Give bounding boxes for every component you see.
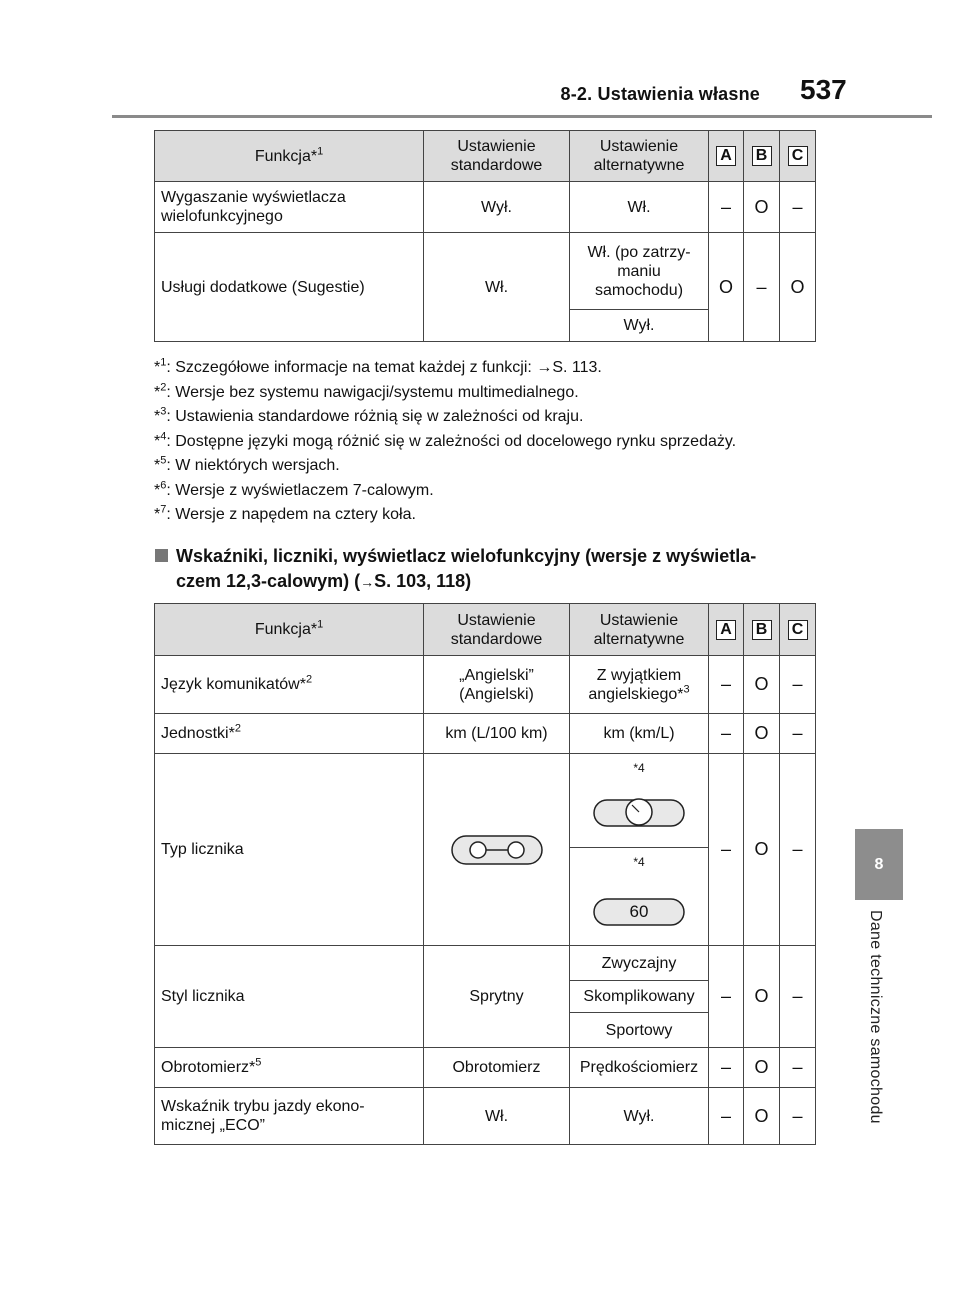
table-header-row (155, 131, 816, 182)
table-row (155, 1088, 816, 1145)
standard-cell: Wył. (424, 182, 570, 233)
footnote: *$^4$: Dostępne języki mogą różnić się w zależności od docelowego rynku sprzedaży. (154, 430, 737, 450)
standard-cell: Wł. (424, 233, 570, 342)
settings-table-2 (154, 603, 816, 1145)
settings-table-1 (154, 130, 816, 342)
function-cell: Typ licznika (155, 754, 424, 946)
footnote: *$^7$: Wersje z napędem na cztery koła. (154, 503, 416, 523)
a-cell: – (709, 1048, 744, 1088)
table-row (155, 754, 816, 848)
alternative-cell: Wył. (570, 1088, 709, 1145)
a-cell: O (709, 233, 744, 342)
c-cell: – (780, 1048, 816, 1088)
a-cell: – (709, 946, 744, 1048)
standard-cell: Sprytny (424, 946, 570, 1048)
alternative-cell: Wł. (po zatrzy- maniu samochodu) (570, 233, 709, 310)
function-cell: Wskaźnik trybu jazdy ekono- micznej „ECO” (155, 1088, 424, 1145)
alternative-cell: Wł. (570, 182, 709, 233)
a-cell: – (709, 1088, 744, 1145)
alternative-cell: Zwyczajny (570, 946, 709, 981)
function-cell: Usługi dodatkowe (Sugestie) (155, 233, 424, 342)
function-cell: Obrotomierz*$^5$ (155, 1048, 424, 1088)
table-row (155, 656, 816, 714)
alternative-cell: km (km/L) (570, 714, 709, 754)
standard-cell: „Angielski” (Angielski) (424, 656, 570, 714)
table-row (155, 714, 816, 754)
a-cell: – (709, 182, 744, 233)
standard-cell (424, 754, 570, 946)
c-cell: – (780, 1088, 816, 1145)
section-heading: Wskaźniki, liczniki, wyświetlacz wielofunkcyjny (wersje z wyświetla- czem 12,3-calowym) (→S. 103, 118) (155, 544, 855, 595)
table-row (155, 233, 816, 310)
function-cell: Język komunikatów*$^2$ (155, 656, 424, 714)
header-a: A (709, 604, 744, 656)
function-cell: Jednostki*$^2$ (155, 714, 424, 754)
a-cell: – (709, 656, 744, 714)
b-cell: – (744, 233, 780, 342)
digital-speed-readout: 60 (629, 902, 649, 921)
c-cell: O (780, 233, 816, 342)
alternative-cell: Z wyjątkiem angielskiego*$^3$ (570, 656, 709, 714)
b-cell: O (744, 1088, 780, 1145)
alternative-cell: Skomplikowany (570, 981, 709, 1013)
c-cell: – (780, 754, 816, 946)
b-cell: O (744, 946, 780, 1048)
a-cell: – (709, 754, 744, 946)
a-cell: – (709, 714, 744, 754)
footnote: *$^3$: Ustawienia standardowe różnią się w zależności od kraju. (154, 405, 584, 425)
header-b: B (744, 131, 780, 182)
alternative-cell: Sportowy (570, 1013, 709, 1048)
header-standard: Ustawienie standardowe (424, 131, 570, 182)
alternative-cell: Wył. (570, 310, 709, 342)
chapter-tab: 8 (855, 829, 903, 900)
header-alternative: Ustawienie alternatywne (570, 131, 709, 182)
table-row (155, 182, 816, 233)
header-function: Funkcja*$^1$ (155, 131, 424, 182)
b-cell: O (744, 714, 780, 754)
standard-cell: Obrotomierz (424, 1048, 570, 1088)
header-c: C (780, 604, 816, 656)
header-function: Funkcja*$^1$ (155, 604, 424, 656)
chapter-label: Dane techniczne samochodu (867, 910, 884, 1124)
alternative-cell: *4 60 (570, 848, 709, 946)
header-divider (112, 115, 932, 118)
footnote: *$^2$: Wersje bez systemu nawigacji/systemu multimedialnego. (154, 381, 579, 401)
footnote: *$^5$: W niektórych wersjach. (154, 454, 340, 474)
header-alternative: Ustawienie alternatywne (570, 604, 709, 656)
header-standard: Ustawienie standardowe (424, 604, 570, 656)
c-cell: – (780, 182, 816, 233)
b-cell: O (744, 754, 780, 946)
footnotes (154, 356, 736, 528)
page-number: 537 (800, 74, 847, 105)
header-b: B (744, 604, 780, 656)
b-cell: O (744, 1048, 780, 1088)
function-cell: Styl licznika (155, 946, 424, 1048)
bullet-square-icon (155, 549, 168, 562)
b-cell: O (744, 182, 780, 233)
section-title: 8-2. Ustawienia własne (560, 84, 760, 104)
function-cell: Wygaszanie wyświetlacza wielofunkcyjnego (155, 182, 424, 233)
footnote: *$^1$: Szczegółowe informacje na temat każdej z funkcji: →S. 113. (154, 356, 602, 376)
alternative-cell: Prędkościomierz (570, 1048, 709, 1088)
standard-cell: Wł. (424, 1088, 570, 1145)
table-row (155, 946, 816, 981)
header-a: A (709, 131, 744, 182)
twin-dial-meter-icon (451, 835, 543, 865)
single-dial-meter-icon (593, 797, 685, 829)
b-cell: O (744, 656, 780, 714)
table-header-row (155, 604, 816, 656)
c-cell: – (780, 714, 816, 754)
table-row (155, 1048, 816, 1088)
standard-cell: km (L/100 km) (424, 714, 570, 754)
header-c: C (780, 131, 816, 182)
alternative-cell: *4 (570, 754, 709, 848)
c-cell: – (780, 656, 816, 714)
footnote: *$^6$: Wersje z wyświetlaczem 7-calowym. (154, 479, 434, 499)
c-cell: – (780, 946, 816, 1048)
